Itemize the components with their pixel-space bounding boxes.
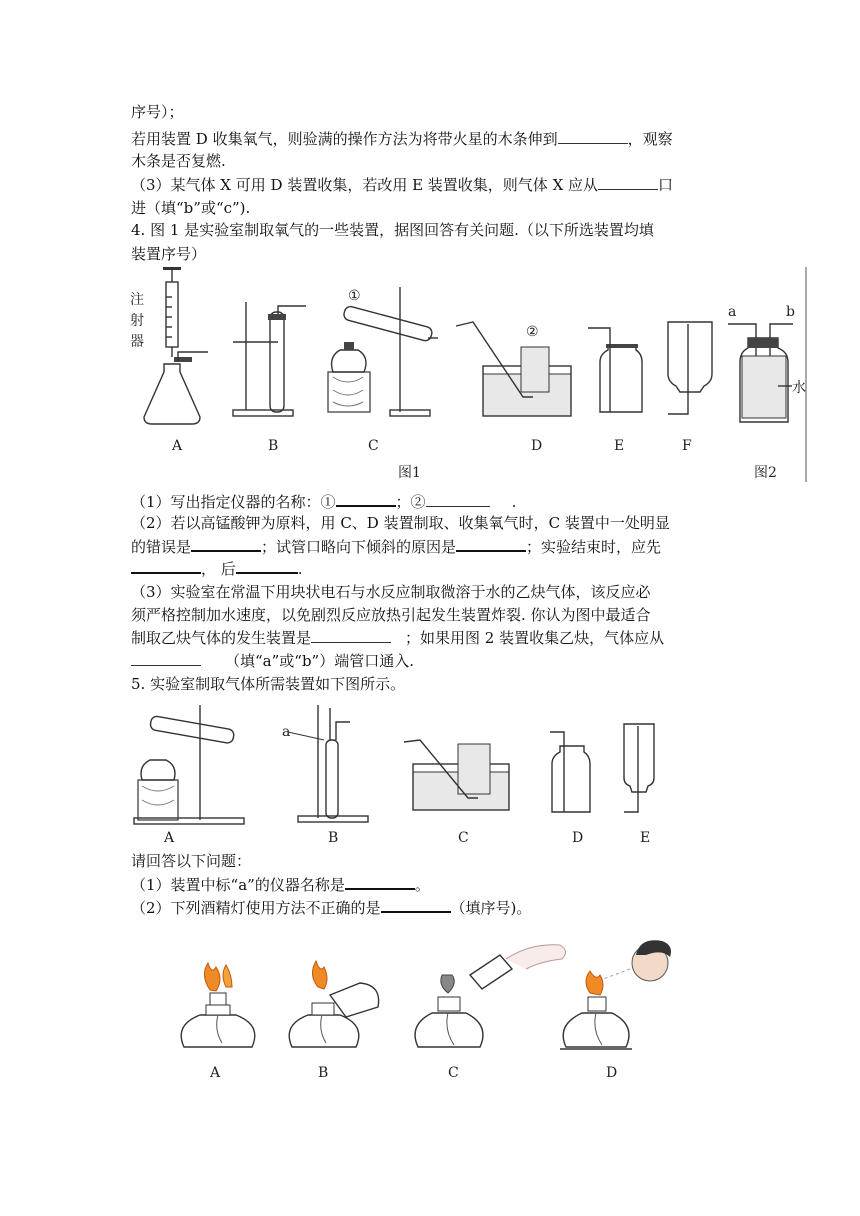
apparatus-e [588, 328, 642, 454]
label-d: D [531, 438, 543, 454]
text-line [131, 150, 226, 172]
text: （2）下列酒精灯使用方法不正确的是 [131, 899, 381, 917]
text-line [131, 850, 251, 872]
q5-apparatus-d [550, 732, 590, 846]
apparatus-d [456, 322, 571, 454]
text-line [131, 128, 673, 150]
text-line [131, 627, 664, 649]
text: （填“a”或“b”）端管口通入. [225, 652, 414, 670]
answer-blank[interactable] [236, 557, 298, 574]
lamp-label-d: D [606, 1065, 618, 1081]
answer-blank[interactable] [345, 873, 415, 890]
figure-1 [128, 262, 808, 487]
lamp-label-c: C [448, 1065, 459, 1081]
text: ；如果用图 2 装置收集乙炔，气体应从 [405, 629, 665, 647]
text-line [131, 673, 405, 695]
answer-blank[interactable] [311, 627, 391, 643]
label-a: A [172, 438, 183, 454]
text: 须严格控制加水速度，以免剧烈反应放热引起发生装置炸裂. 你认为图中最适合 [131, 606, 651, 624]
text-line [131, 512, 670, 534]
label-b: B [268, 438, 279, 454]
answer-blank[interactable] [558, 128, 628, 144]
answer-blank[interactable] [381, 896, 451, 913]
apparatus-c [328, 287, 438, 454]
text: （2）若以高锰酸钾为原料，用 C、D 装置制取、收集氧气时，C 装置中一处明显 [131, 514, 670, 532]
lamp-c [415, 945, 565, 1081]
label-f: F [682, 438, 692, 454]
text: 装置序号） [131, 245, 207, 263]
text: （填序号)。 [450, 899, 532, 917]
syringe-label: 器 [130, 334, 144, 350]
text: 口 [658, 176, 674, 194]
apparatus-fig2 [728, 304, 806, 422]
answer-blank[interactable] [131, 557, 201, 574]
answer-blank[interactable] [336, 490, 396, 507]
marker-2: ② [526, 324, 539, 340]
lamp-b [289, 961, 378, 1081]
figure-1-caption: 图1 [398, 465, 421, 481]
text: （3）实验室在常温下用块状电石与水反应制取微溶于水的乙炔气体，该反应必 [131, 583, 651, 601]
text: 制取乙炔气体的发生装置是 [131, 629, 312, 647]
apparatus-b [233, 302, 306, 454]
text-line [131, 604, 651, 626]
answer-blank[interactable] [426, 491, 490, 507]
text-line [131, 535, 661, 558]
answer-blank[interactable] [131, 650, 201, 666]
mark-a: a [282, 724, 291, 740]
answer-blank[interactable] [598, 174, 658, 190]
text-line [131, 581, 651, 603]
answer-blank[interactable] [456, 535, 526, 552]
q5-label-a: A [164, 830, 175, 846]
text: ；② [395, 493, 426, 511]
text-line [131, 557, 303, 580]
q5-apparatus-c [404, 740, 509, 846]
text: 请回答以下问题： [131, 852, 252, 870]
text: 的错误是 [131, 538, 192, 556]
text-line [131, 896, 531, 919]
text-line [131, 219, 654, 241]
figure-q5 [128, 700, 688, 850]
tube-b-label: b [786, 304, 795, 320]
lamp-d [560, 940, 671, 1081]
text: （1）写出指定仪器的名称：① [131, 493, 336, 511]
figure-alcohol-lamps [170, 935, 690, 1095]
question-4-title: 4. 图 1 是实验室制取氧气的一些装置，据图回答有关问题.（以下所选装置均填 [131, 221, 654, 239]
q5-label-c: C [458, 830, 469, 846]
text: ；实验结束时，应先 [526, 538, 662, 556]
text: . [297, 560, 303, 578]
syringe-label: 射 [130, 313, 144, 329]
text: ， 后 [201, 560, 236, 578]
apparatus-f [668, 322, 712, 454]
text: （1）装置中标“a”的仪器名称是 [131, 876, 345, 894]
text: 若用装置 D 收集氧气，则验满的操作方法为将带火星的木条伸到 [131, 130, 558, 148]
text: （3）某气体 X 可用 D 装置收集，若改用 E 装置收集，则气体 X 应从 [131, 176, 599, 194]
water-label: 水 [792, 380, 806, 396]
q5-label-b: B [328, 830, 339, 846]
q5-apparatus-e [624, 724, 654, 846]
question-5-title: 5. 实验室制取气体所需装置如下图所示。 [131, 675, 406, 693]
text: 序号）； [131, 103, 184, 121]
lamp-label-a: A [210, 1065, 221, 1081]
q5-label-d: D [572, 830, 584, 846]
q5-label-e: E [640, 830, 651, 846]
q5-apparatus-a [134, 705, 244, 846]
text-line [131, 101, 184, 123]
marker-1: ① [348, 288, 361, 304]
q5-apparatus-b [282, 705, 368, 846]
lamp-label-b: B [318, 1065, 329, 1081]
text: 进（填“b”或“c”). [131, 199, 251, 217]
lamp-a [181, 963, 255, 1081]
apparatus-a [130, 267, 208, 454]
text-line [131, 873, 430, 896]
text-line [131, 197, 250, 219]
text: ，观察 [627, 130, 673, 148]
text: ；试管口略向下倾斜的原因是 [261, 538, 457, 556]
text: 。 [414, 876, 430, 894]
text-line [131, 174, 673, 196]
text: 木条是否复燃. [131, 152, 226, 170]
text: . [511, 493, 517, 511]
label-c: C [368, 438, 379, 454]
figure-2-caption: 图2 [754, 465, 777, 481]
syringe-label: 注 [130, 292, 144, 308]
text-line [131, 650, 414, 672]
tube-a-label: a [728, 304, 737, 320]
text-line [131, 490, 516, 513]
label-e: E [614, 438, 625, 454]
answer-blank[interactable] [191, 535, 261, 552]
